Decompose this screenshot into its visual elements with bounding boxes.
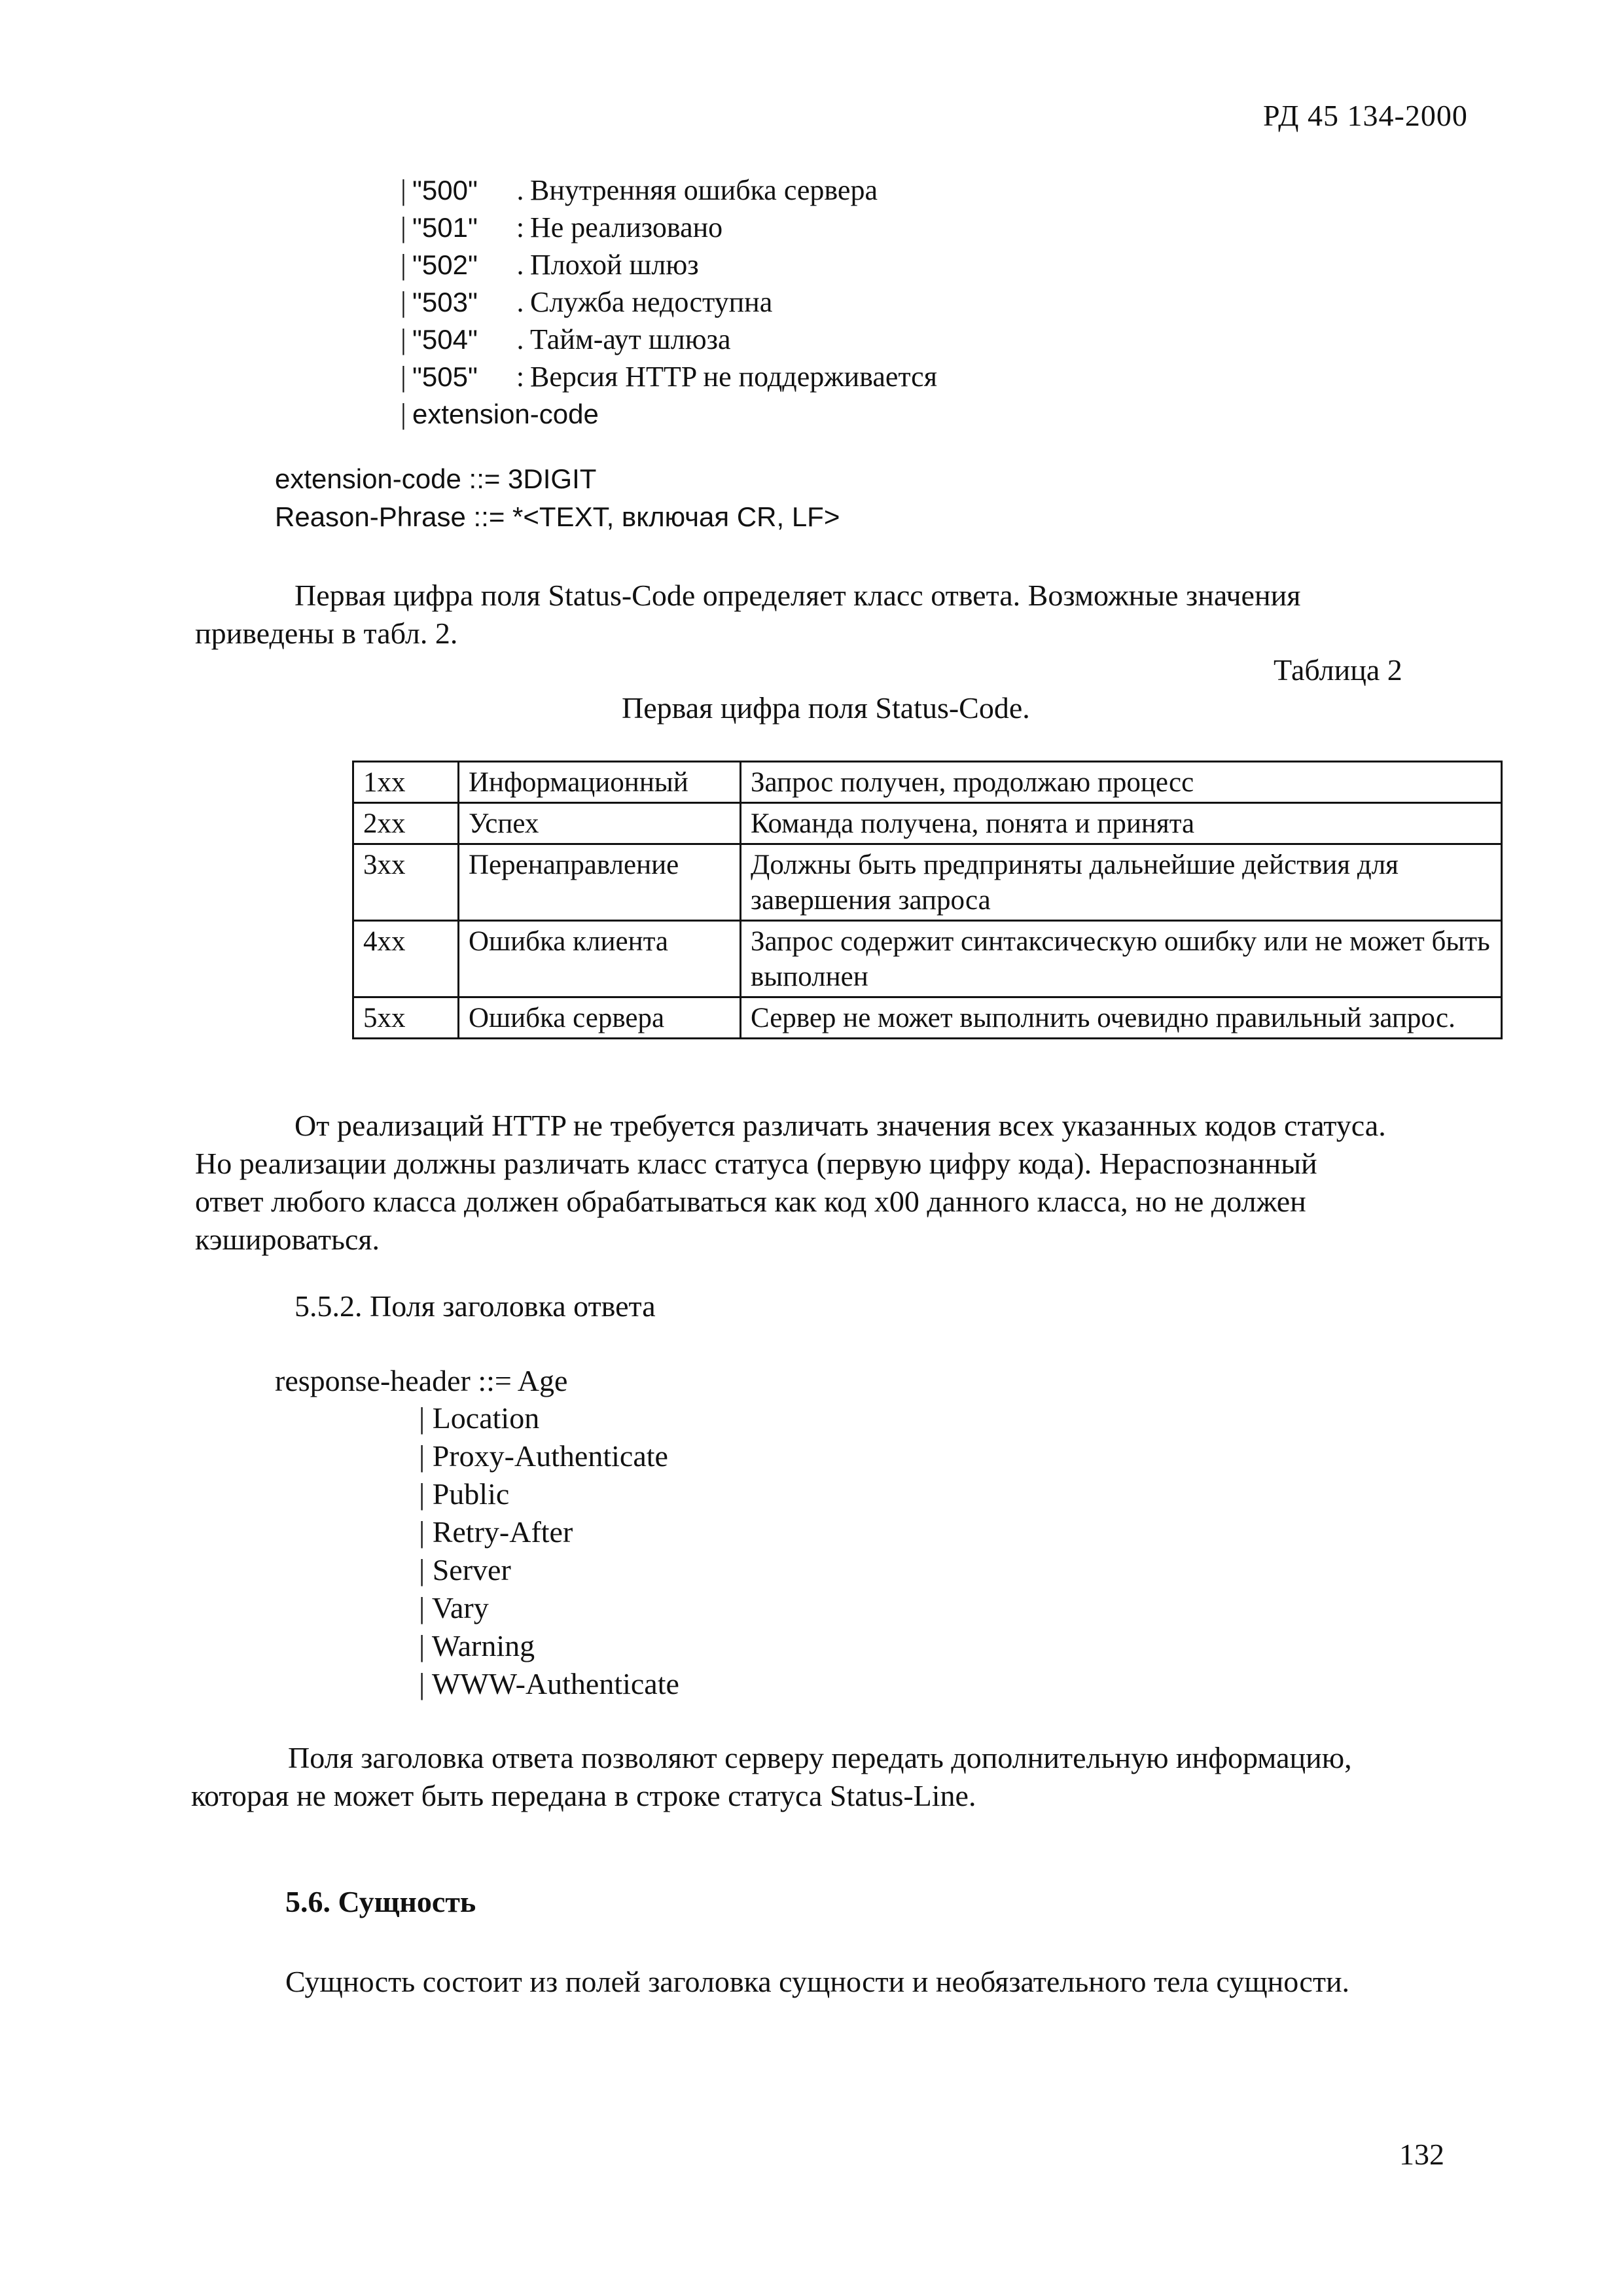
response-header-rule: response-header ::= Age bbox=[275, 1364, 568, 1397]
separator: . bbox=[516, 323, 524, 355]
separator: : bbox=[516, 211, 525, 243]
table-row bbox=[353, 921, 1502, 997]
table-cell-name: Информационный bbox=[459, 762, 741, 803]
paragraph-line: кэшироваться. bbox=[195, 1223, 380, 1256]
status-text: Служба недоступна bbox=[530, 286, 773, 318]
table-caption: Первая цифра поля Status-Code. bbox=[622, 691, 1030, 725]
status-code: "500" bbox=[412, 175, 478, 206]
reason-phrase-rule: Reason-Phrase ::= *<TEXT, включая CR, LF> bbox=[275, 501, 840, 532]
header-field: | Location bbox=[419, 1401, 540, 1435]
status-code: "505" bbox=[412, 361, 478, 392]
section-heading: 5.6. Сущность bbox=[285, 1885, 476, 1918]
header-field: | Public bbox=[419, 1477, 510, 1511]
status-text: Плохой шлюз bbox=[530, 249, 699, 281]
status-text: Тайм-аут шлюза bbox=[530, 323, 731, 355]
page-number: 132 bbox=[1399, 2138, 1444, 2171]
table-cell-desc: Должны быть предприняты дальнейшие действия для завершения запроса bbox=[741, 844, 1502, 921]
table-cell-name: Ошибка сервера bbox=[459, 997, 741, 1039]
table-cell-desc: Запрос получен, продолжаю процесс bbox=[741, 762, 1502, 803]
table-cell-name: Перенаправление bbox=[459, 844, 741, 921]
paragraph-line: Сущность состоит из полей заголовка сущности и необязательного тела сущности. bbox=[285, 1965, 1350, 1998]
separator: . bbox=[516, 174, 524, 206]
separator: . bbox=[516, 286, 524, 318]
section-title: 5.5.2. Поля заголовка ответа bbox=[294, 1289, 656, 1323]
status-class-table bbox=[352, 761, 1503, 1039]
table-cell-code: 2xx bbox=[353, 803, 459, 844]
header-field: | Warning bbox=[419, 1629, 535, 1662]
header-field: | Server bbox=[419, 1553, 511, 1587]
table-cell-name: Ошибка клиента bbox=[459, 921, 741, 997]
table-row bbox=[353, 997, 1502, 1039]
status-text: Внутренняя ошибка сервера bbox=[530, 174, 878, 206]
status-code-line: | "505" : Версия HTTP не поддерживается bbox=[401, 358, 937, 395]
status-code-list bbox=[401, 171, 937, 433]
table-row bbox=[353, 803, 1502, 844]
status-code-line: | "500" . Внутренняя ошибка сервера bbox=[401, 171, 937, 209]
table-label: Таблица 2 bbox=[1274, 653, 1402, 687]
document-id: РД 45 134-2000 bbox=[1263, 99, 1468, 132]
table-cell-desc: Запрос содержит синтаксическую ошибку или не может быть выполнен bbox=[741, 921, 1502, 997]
table-cell-name: Успех bbox=[459, 803, 741, 844]
paragraph-line: Первая цифра поля Status-Code определяет класс ответа. Возможные значения bbox=[294, 579, 1301, 612]
status-text: Не реализовано bbox=[530, 211, 723, 243]
paragraph-line: ответ любого класса должен обрабатываться как код x00 данного класса, но не должен bbox=[195, 1185, 1306, 1218]
table-cell-desc: Сервер не может выполнить очевидно правильный запрос. bbox=[741, 997, 1502, 1039]
header-field: | Retry-After bbox=[419, 1515, 573, 1549]
header-field: | Vary bbox=[419, 1591, 489, 1624]
paragraph-line: Поля заголовка ответа позволяют серверу передать дополнительную информацию, bbox=[288, 1741, 1352, 1774]
response-header-list bbox=[419, 1399, 679, 1703]
status-text: Версия HTTP не поддерживается bbox=[530, 361, 937, 393]
paragraph-line: От реализаций HTTP не требуется различать значения всех указанных кодов статуса. bbox=[294, 1109, 1386, 1142]
status-code-line: | "503" . Служба недоступна bbox=[401, 283, 937, 321]
table-cell-code: 4xx bbox=[353, 921, 459, 997]
header-field: | Proxy-Authenticate bbox=[419, 1439, 668, 1473]
status-code-line: | "504" . Тайм-аут шлюза bbox=[401, 321, 937, 358]
status-code: "504" bbox=[412, 324, 478, 355]
table-cell-code: 1xx bbox=[353, 762, 459, 803]
extension-code-rule: extension-code ::= 3DIGIT bbox=[275, 463, 597, 494]
table-cell-code: 3xx bbox=[353, 844, 459, 921]
status-code-line: | "501" : Не реализовано bbox=[401, 209, 937, 246]
status-code-line: | extension-code bbox=[401, 395, 937, 433]
separator: : bbox=[516, 361, 525, 393]
status-code-line: | "502" . Плохой шлюз bbox=[401, 246, 937, 283]
status-code: "503" bbox=[412, 287, 478, 317]
status-code: "501" bbox=[412, 212, 478, 243]
paragraph-line: приведены в табл. 2. bbox=[195, 617, 458, 650]
header-field: | WWW-Authenticate bbox=[419, 1667, 679, 1700]
paragraph-line: Но реализации должны различать класс статуса (первую цифру кода). Нераспознанный bbox=[195, 1147, 1317, 1180]
separator: . bbox=[516, 249, 524, 281]
table-cell-code: 5xx bbox=[353, 997, 459, 1039]
table-cell-desc: Команда получена, понята и принята bbox=[741, 803, 1502, 844]
table-row bbox=[353, 844, 1502, 921]
status-code: "502" bbox=[412, 249, 478, 280]
extension-code-ref: extension-code bbox=[412, 399, 599, 429]
table-row bbox=[353, 762, 1502, 803]
paragraph-line: которая не может быть передана в строке статуса Status-Line. bbox=[191, 1779, 976, 1812]
